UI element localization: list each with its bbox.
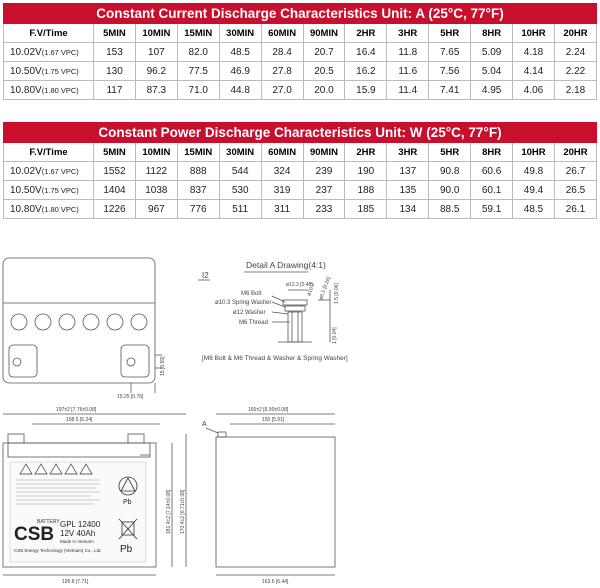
value-cell: 88.5: [429, 200, 471, 219]
value-cell: 153: [94, 43, 136, 62]
value-cell: 7.65: [429, 43, 471, 62]
battery-dimension-drawing: [0, 240, 600, 588]
value-cell: 1038: [135, 181, 177, 200]
value-cell: 27.8: [261, 62, 303, 81]
value-cell: 107: [135, 43, 177, 62]
made-in-text: Made in Vietnam: [60, 539, 94, 544]
value-cell: 967: [135, 200, 177, 219]
header-cell: 5MIN: [94, 24, 136, 43]
value-cell: 311: [261, 200, 303, 219]
value-cell: 5.09: [471, 43, 513, 62]
value-cell: 59.1: [471, 200, 513, 219]
detail-caption: [M6 Bolt & M6 Thread & Washer & Spring Washer]: [202, 355, 348, 362]
final-voltage: 10.50V: [10, 65, 42, 77]
final-voltage-cell: [4, 43, 94, 62]
value-cell: 71.0: [177, 81, 219, 100]
value-cell: 7.41: [429, 81, 471, 100]
detail-label: M6 Thread: [239, 320, 268, 326]
value-cell: 188: [345, 181, 387, 200]
value-cell: 20.0: [303, 81, 345, 100]
value-cell: 60.1: [471, 181, 513, 200]
value-cell: 130: [94, 62, 136, 81]
header-cell: 10MIN: [135, 24, 177, 43]
value-cell: 233: [303, 200, 345, 219]
csb-logo: CSB: [14, 524, 55, 545]
value-cell: 82.0: [177, 43, 219, 62]
header-cell: 2HR: [345, 24, 387, 43]
height-case-dim: 170.4±2 [6.71±0.08]: [180, 489, 186, 534]
value-cell: 60.6: [471, 162, 513, 181]
terminal-span-dim: 158.5 [6.24]: [66, 417, 93, 423]
header-cell: 30MIN: [219, 143, 261, 162]
rating-text: 12V 40Ah: [60, 529, 96, 538]
value-cell: 20.5: [303, 62, 345, 81]
value-cell: 77.5: [177, 62, 219, 81]
final-voltage: 10.02V: [10, 165, 42, 177]
header-cell: F.V/Time: [4, 143, 94, 162]
table-row: [4, 200, 597, 219]
value-cell: 48.5: [513, 200, 555, 219]
value-cell: 1404: [94, 181, 136, 200]
value-cell: 28.4: [261, 43, 303, 62]
side-inner-dim: 150 [5.91]: [262, 417, 285, 423]
value-cell: 4.18: [513, 43, 555, 62]
battery-label: [10, 462, 146, 562]
header-cell: 2HR: [345, 143, 387, 162]
value-cell: 87.3: [135, 81, 177, 100]
value-cell: 776: [177, 200, 219, 219]
header-cell: 90MIN: [303, 143, 345, 162]
header-cell: 10MIN: [135, 143, 177, 162]
value-cell: 4.95: [471, 81, 513, 100]
value-cell: 26.5: [554, 181, 596, 200]
value-cell: 15.9: [345, 81, 387, 100]
overall-width-dim: 197±2 [7.76±0.08]: [56, 407, 97, 413]
value-cell: 4.14: [513, 62, 555, 81]
header-cell: 90MIN: [303, 24, 345, 43]
header-cell: 5HR: [429, 143, 471, 162]
detail-dim: 1 [0.04]: [332, 327, 338, 344]
top-view-dim: 19.25 [0.76]: [117, 394, 144, 400]
table-row: [4, 62, 597, 81]
header-cell: 8HR: [471, 24, 513, 43]
value-cell: 134: [387, 200, 429, 219]
constant-power-title: Constant Power Discharge Characteristics Unit: W (25°C, 77°F): [4, 123, 597, 143]
value-cell: 46.9: [219, 62, 261, 81]
value-cell: 11.4: [387, 81, 429, 100]
value-cell: 48.5: [219, 43, 261, 62]
value-cell: 1226: [94, 200, 136, 219]
final-voltage: 10.80V: [10, 84, 42, 96]
final-voltage-cell: [4, 200, 94, 219]
value-cell: 16.4: [345, 43, 387, 62]
value-cell: 16.2: [345, 62, 387, 81]
value-cell: 27.0: [261, 81, 303, 100]
final-voltage-cell: [4, 62, 94, 81]
constant-power-header: [4, 143, 597, 162]
value-cell: 2.18: [554, 81, 596, 100]
value-cell: 49.8: [513, 162, 555, 181]
header-cell: 3HR: [387, 24, 429, 43]
header-cell: 15MIN: [177, 143, 219, 162]
value-cell: 26.7: [554, 162, 596, 181]
detail-label: ø12 Washer: [233, 310, 266, 316]
value-cell: 11.8: [387, 43, 429, 62]
top-view: [3, 258, 162, 393]
header-cell: 20HR: [554, 24, 596, 43]
value-cell: 837: [177, 181, 219, 200]
final-voltage: 10.80V: [10, 203, 42, 215]
value-cell: 2.24: [554, 43, 596, 62]
detail-dim: ø12.3 [0.48]: [286, 282, 313, 288]
table-row: [4, 181, 597, 200]
vpc-label: (1.75 VPC): [41, 66, 79, 76]
constant-current-header: [4, 24, 597, 43]
value-cell: 2.22: [554, 62, 596, 81]
value-cell: 190: [345, 162, 387, 181]
vpc-label: (1.67 VPC): [41, 166, 79, 176]
value-cell: 237: [303, 181, 345, 200]
battery-word: BATTERY: [37, 519, 60, 525]
detail-dim: 1.5 [0.06]: [334, 283, 340, 304]
terminal-code: I2: [202, 271, 209, 280]
value-cell: 544: [219, 162, 261, 181]
value-cell: 239: [303, 162, 345, 181]
detail-label: ø10.3 Spring Washer: [215, 300, 272, 306]
header-cell: 60MIN: [261, 143, 303, 162]
detail-label: M6 Bolt: [241, 291, 262, 297]
header-cell: 8HR: [471, 143, 513, 162]
top-view-dim: 15 [0.59]: [160, 356, 166, 376]
base-width-dim: 195.8 [7.71]: [62, 579, 89, 585]
value-cell: 1552: [94, 162, 136, 181]
value-cell: 26.1: [554, 200, 596, 219]
value-cell: 20.7: [303, 43, 345, 62]
value-cell: 185: [345, 200, 387, 219]
header-cell: 15MIN: [177, 24, 219, 43]
side-view: [206, 414, 335, 575]
side-base-dim: 163.6 [6.44]: [262, 579, 289, 585]
constant-current-table: [3, 3, 597, 100]
value-cell: 888: [177, 162, 219, 181]
value-cell: 137: [387, 162, 429, 181]
constant-power-table: [3, 122, 597, 219]
vpc-label: (1.67 VPC): [41, 47, 79, 57]
constant-current-title: Constant Current Discharge Characteristics Unit: A (25°C, 77°F): [4, 4, 597, 24]
height-total-dim: 181.4±2 [7.14±0.08]: [166, 489, 172, 534]
value-cell: 7.56: [429, 62, 471, 81]
vpc-label: (1.80 VPC): [41, 204, 79, 214]
detail-dim: ø10.3: [306, 282, 317, 297]
header-cell: 60MIN: [261, 24, 303, 43]
company-text: CSB Energy Technology (Vietnam) Co., Ltd.: [14, 548, 102, 553]
final-voltage: 10.50V: [10, 184, 42, 196]
header-cell: 10HR: [513, 24, 555, 43]
value-cell: 1122: [135, 162, 177, 181]
value-cell: 135: [387, 181, 429, 200]
table-row: [4, 162, 597, 181]
final-voltage-cell: [4, 162, 94, 181]
value-cell: 90.8: [429, 162, 471, 181]
value-cell: 49.4: [513, 181, 555, 200]
pb-text: Pb: [123, 499, 132, 506]
header-cell: F.V/Time: [4, 24, 94, 43]
value-cell: 5.04: [471, 62, 513, 81]
value-cell: 511: [219, 200, 261, 219]
vpc-label: (1.75 VPC): [41, 185, 79, 195]
header-cell: 3HR: [387, 143, 429, 162]
value-cell: 324: [261, 162, 303, 181]
side-width-dim: 165±2 [6.50±0.08]: [248, 407, 289, 413]
table-row: [4, 81, 597, 100]
header-cell: 20HR: [554, 143, 596, 162]
value-cell: 44.8: [219, 81, 261, 100]
value-cell: 90.0: [429, 181, 471, 200]
pb-text: Pb: [120, 544, 133, 555]
final-voltage-cell: [4, 181, 94, 200]
value-cell: 319: [261, 181, 303, 200]
header-cell: 5HR: [429, 24, 471, 43]
value-cell: 117: [94, 81, 136, 100]
final-voltage-cell: [4, 81, 94, 100]
value-cell: 96.2: [135, 62, 177, 81]
final-voltage: 10.02V: [10, 46, 42, 58]
detail-dim: ø6.5 [0.26]: [318, 276, 333, 301]
value-cell: 11.6: [387, 62, 429, 81]
callout-a: A: [202, 421, 207, 428]
model-text: GPL 12400: [60, 520, 101, 529]
value-cell: 530: [219, 181, 261, 200]
header-cell: 10HR: [513, 143, 555, 162]
table-row: [4, 43, 597, 62]
header-cell: 5MIN: [94, 143, 136, 162]
vpc-label: (1.80 VPC): [41, 85, 79, 95]
header-cell: 30MIN: [219, 24, 261, 43]
detail-title: Detail A Drawing(4:1): [246, 260, 326, 270]
value-cell: 4.06: [513, 81, 555, 100]
